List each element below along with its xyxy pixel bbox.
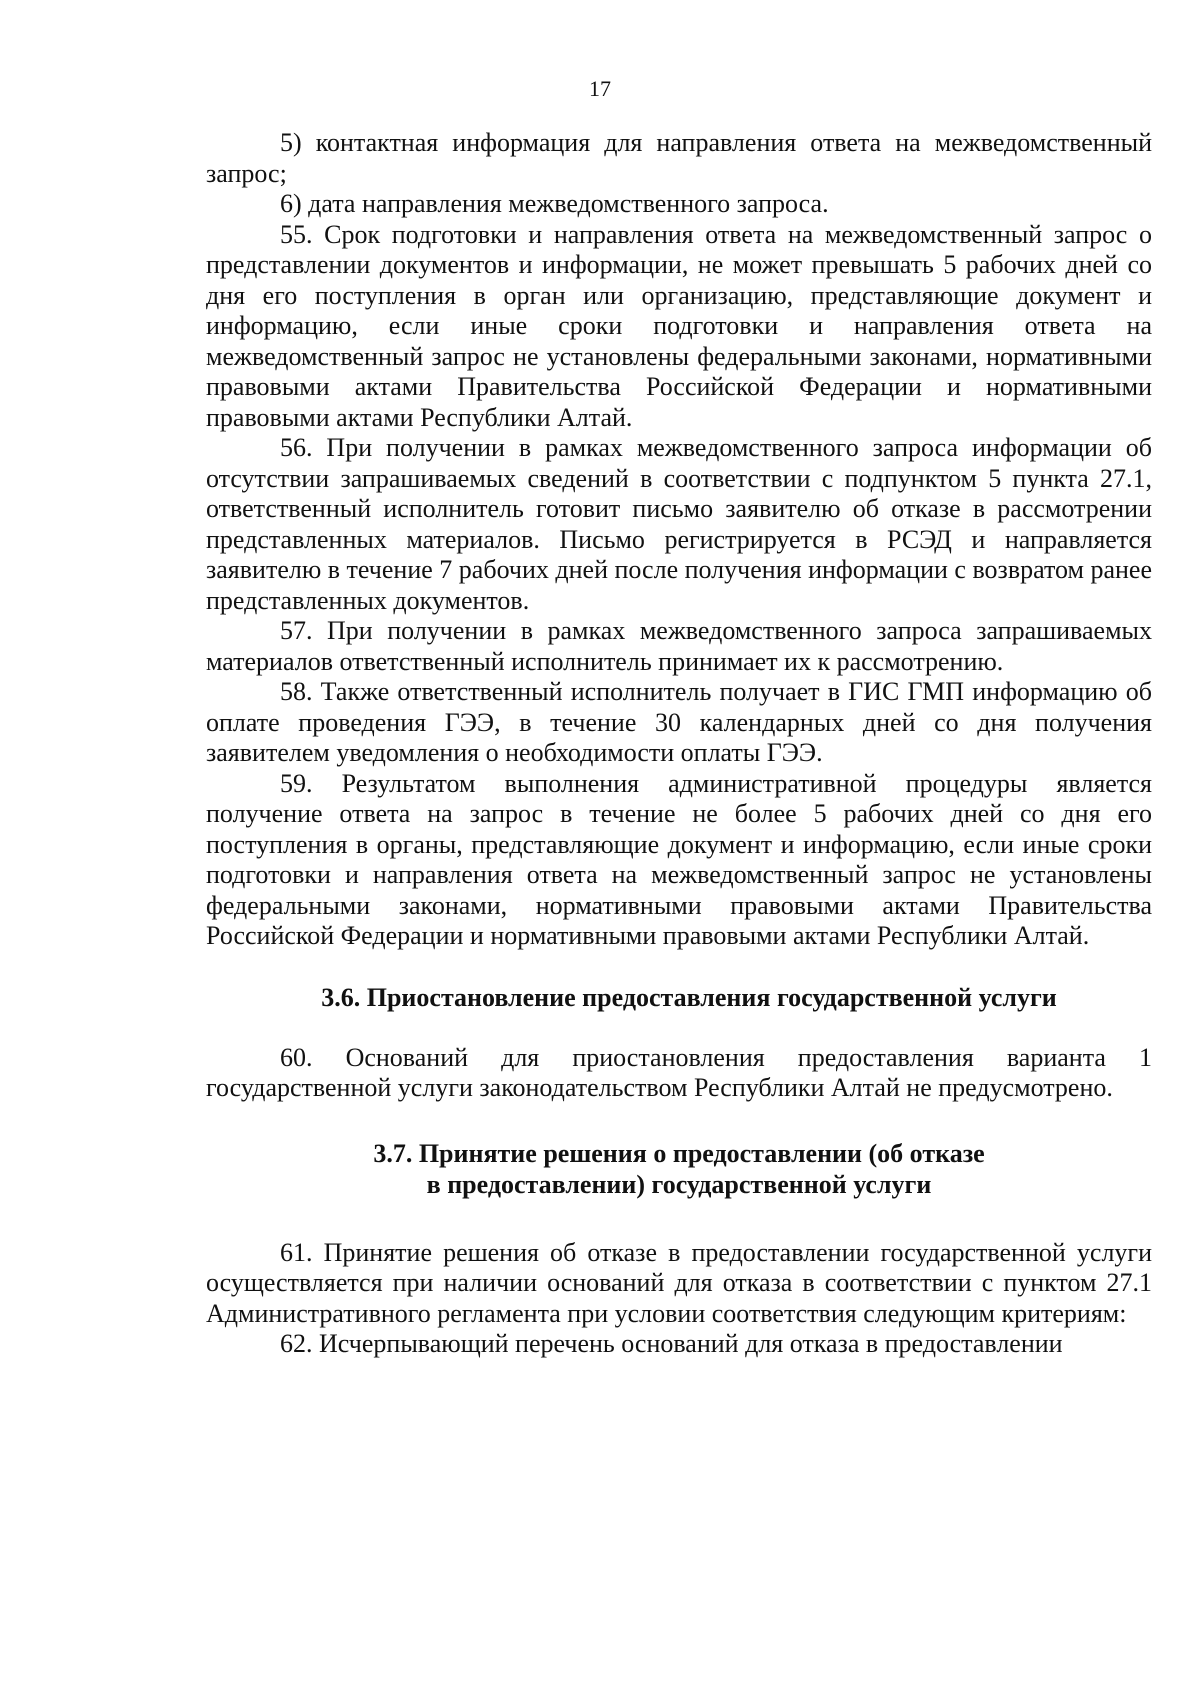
paragraph-62: 62. Исчерпывающий перечень оснований для отказа в предоставлении — [280, 1329, 1063, 1358]
paragraph-59: 59. Результатом выполнения административной процедуры является получение ответа на запрос в течение не более 5 рабочих дней со дня его поступления в органы, представляющие документ и информацию, если иные сроки подготовки и направления ответа на межведомственный запрос не установлены федеральными законами, нормативными правовыми актами Правительства Российской Федерации и нормативными правовыми актами Республики Алтай. — [206, 768, 1152, 950]
paragraph-57: 57. При получении в рамках межведомственного запроса запрашиваемых материалов ответственный исполнитель принимает их к рассмотрению. — [206, 616, 1152, 676]
paragraph-55: 55. Срок подготовки и направления ответа на межведомственный запрос о представлении документов и информации, не может превышать 5 рабочих дней со дня его поступления в орган или организацию, представляющие документ и информацию, если иные сроки подготовки и направления ответа на межведомственный запрос не установлены федеральными законами, нормативными правовыми актами Правительства Российской Федерации и нормативными правовыми актами Республики Алтай. — [206, 219, 1152, 432]
section-heading-3-7-line1: 3.7. Принятие решения о предоставлении (об отказе — [373, 1138, 985, 1168]
paragraph-56: 56. При получении в рамках межведомственного запроса информации об отсутствии запрашиваемых сведений в соответствии с подпунктом 5 пункта 27.1, ответственный исполнитель готовит письмо заявителю об отказе в рассмотрении представленных материалов. Письмо регистрируется в РСЭД и направляется заявителю в течение 7 рабочих дней после получения информации с возвратом ранее представленных документов. — [206, 433, 1152, 615]
section-heading-3-6: 3.6. Приостановление предоставления государственной услуги — [321, 982, 1057, 1012]
paragraph-item-6: 6) дата направления межведомственного запроса. — [280, 189, 829, 218]
document-body — [206, 128, 1152, 1360]
paragraph-item-5: 5) контактная информация для направления ответа на межведомственный запрос; — [206, 128, 1152, 188]
paragraph-60: 60. Оснований для приостановления предоставления варианта 1 государственной услуги законодательством Республики Алтай не предусмотрено. — [206, 1042, 1152, 1102]
paragraph-58: 58. Также ответственный исполнитель получает в ГИС ГМП информацию об оплате проведения ГЭЭ, в течение 30 календарных дней со дня получения заявителем уведомления о необходимости оплаты ГЭЭ. — [206, 677, 1152, 767]
page-number: 17 — [589, 76, 611, 101]
section-heading-3-7-line2: в предоставлении) государственной услуги — [426, 1169, 932, 1199]
paragraph-61: 61. Принятие решения об отказе в предоставлении государственной услуги осуществляется при наличии оснований для отказа в соответствии с пунктом 27.1 Административного регламента при условии соответствия следующим критериям: — [206, 1237, 1152, 1328]
section-heading-3-7 — [206, 1138, 1152, 1200]
